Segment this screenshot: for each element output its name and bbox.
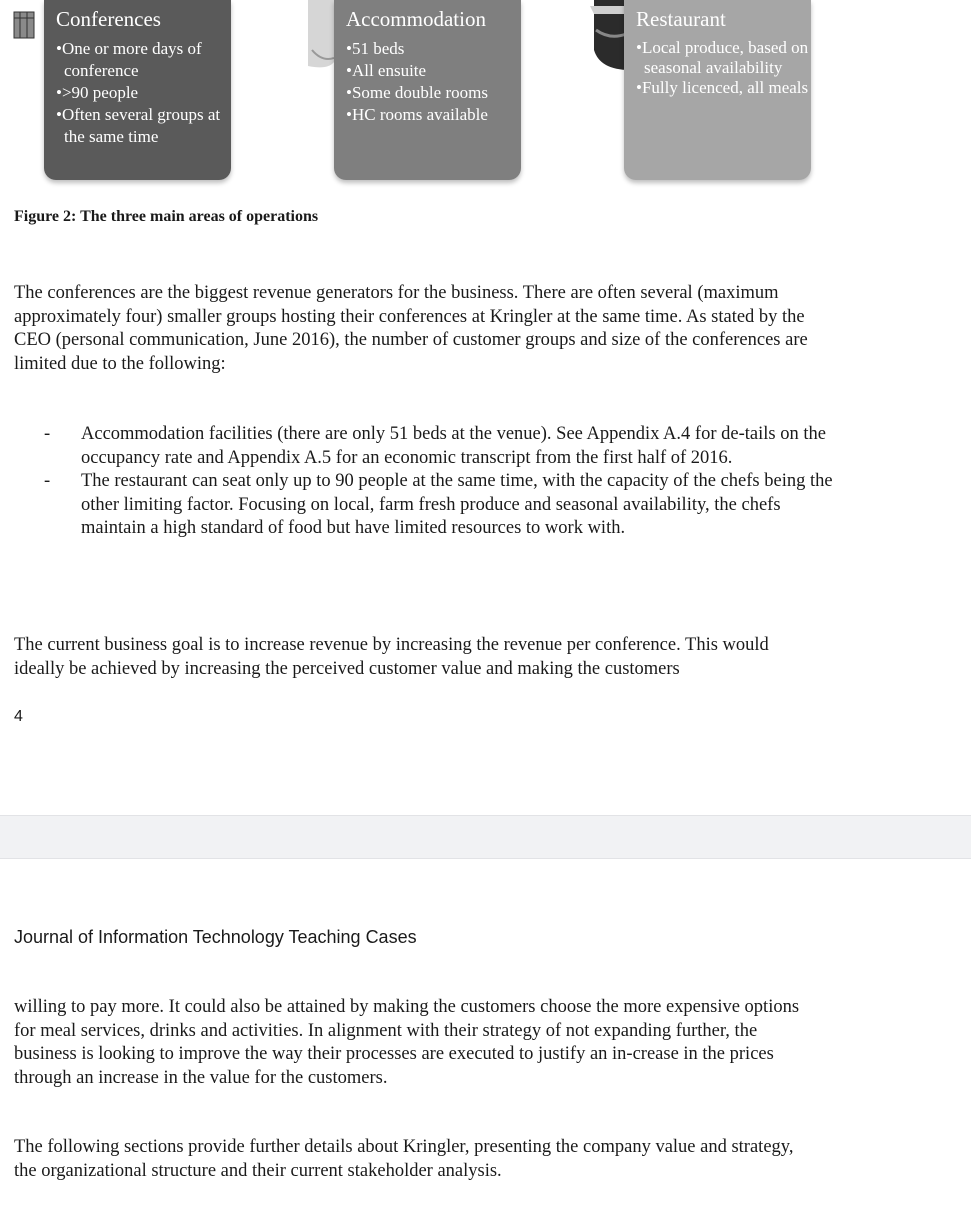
- page-number: 4: [14, 708, 23, 725]
- page-separator: [0, 815, 971, 859]
- box-title: Conferences: [56, 7, 161, 31]
- box-list: [346, 38, 488, 126]
- box-item: • 51 beds: [346, 38, 488, 60]
- building-icon: [12, 8, 36, 40]
- conferences-box: [44, 0, 231, 180]
- restaurant-box: [624, 0, 811, 180]
- box-list: [636, 38, 811, 98]
- box-list: [56, 38, 231, 148]
- bed-icon: [308, 0, 334, 70]
- box-item: • Fully licenced, all meals: [636, 78, 811, 98]
- list-item-text: Accommodation facilities (there are only 51 beds at the venue). See Appendix A.4 for de-tails on the occupancy rate and Appendix A.5 for an economic transcript from the first half of 2016.: [81, 424, 826, 468]
- box-title: Accommodation: [346, 7, 486, 31]
- list-item: [44, 470, 834, 541]
- box-item: • One or more days of conference: [56, 38, 231, 82]
- box-item: • Some double rooms: [346, 82, 488, 104]
- running-header: Journal of Information Technology Teaching Cases: [14, 927, 417, 947]
- box-item: • >90 people: [56, 82, 231, 104]
- figure-caption: Figure 2: The three main areas of operations: [14, 208, 319, 225]
- limiting-factors-list: [44, 423, 834, 541]
- body-paragraph: The following sections provide further details about Kringler, presenting the company value and strategy, the organizational structure and their current stakeholder analysis.: [14, 1137, 794, 1181]
- box-title: Restaurant: [636, 7, 726, 31]
- accommodation-box: [334, 0, 521, 180]
- list-item-text: The restaurant can seat only up to 90 people at the same time, with the capacity of the chefs being the other limiting factor. Focusing on local, farm fresh produce and seasonal availability, the chefs maintain a high standard of food but have limited resources to work with.: [81, 471, 833, 538]
- box-item: • Often several groups at the same time: [56, 104, 231, 148]
- box-item: • All ensuite: [346, 60, 488, 82]
- body-paragraph: willing to pay more. It could also be attained by making the customers choose the more expensive options for meal services, drinks and activities. In alignment with their strategy of not expanding further, the business is looking to improve the way their processes are executed to justify an in-crease in the prices through an increase in the value for the customers.: [14, 997, 800, 1088]
- list-item: [44, 423, 834, 470]
- box-item: • Local produce, based on seasonal availability: [636, 38, 811, 78]
- body-paragraph: The conferences are the biggest revenue generators for the business. There are often several (maximum approximately four) smaller groups hosting their conferences at Kringler at the same time. As stated by the CEO (personal communication, June 2016), the number of customer groups and size of the conferences are limited due to the following:: [14, 283, 808, 374]
- body-paragraph: The current business goal is to increase revenue by increasing the revenue per conference. This would ideally be achieved by increasing the perceived customer value and making the customers: [14, 635, 769, 679]
- list-marker: -: [44, 424, 51, 444]
- list-marker: -: [44, 471, 51, 491]
- box-item: • HC rooms available: [346, 104, 488, 126]
